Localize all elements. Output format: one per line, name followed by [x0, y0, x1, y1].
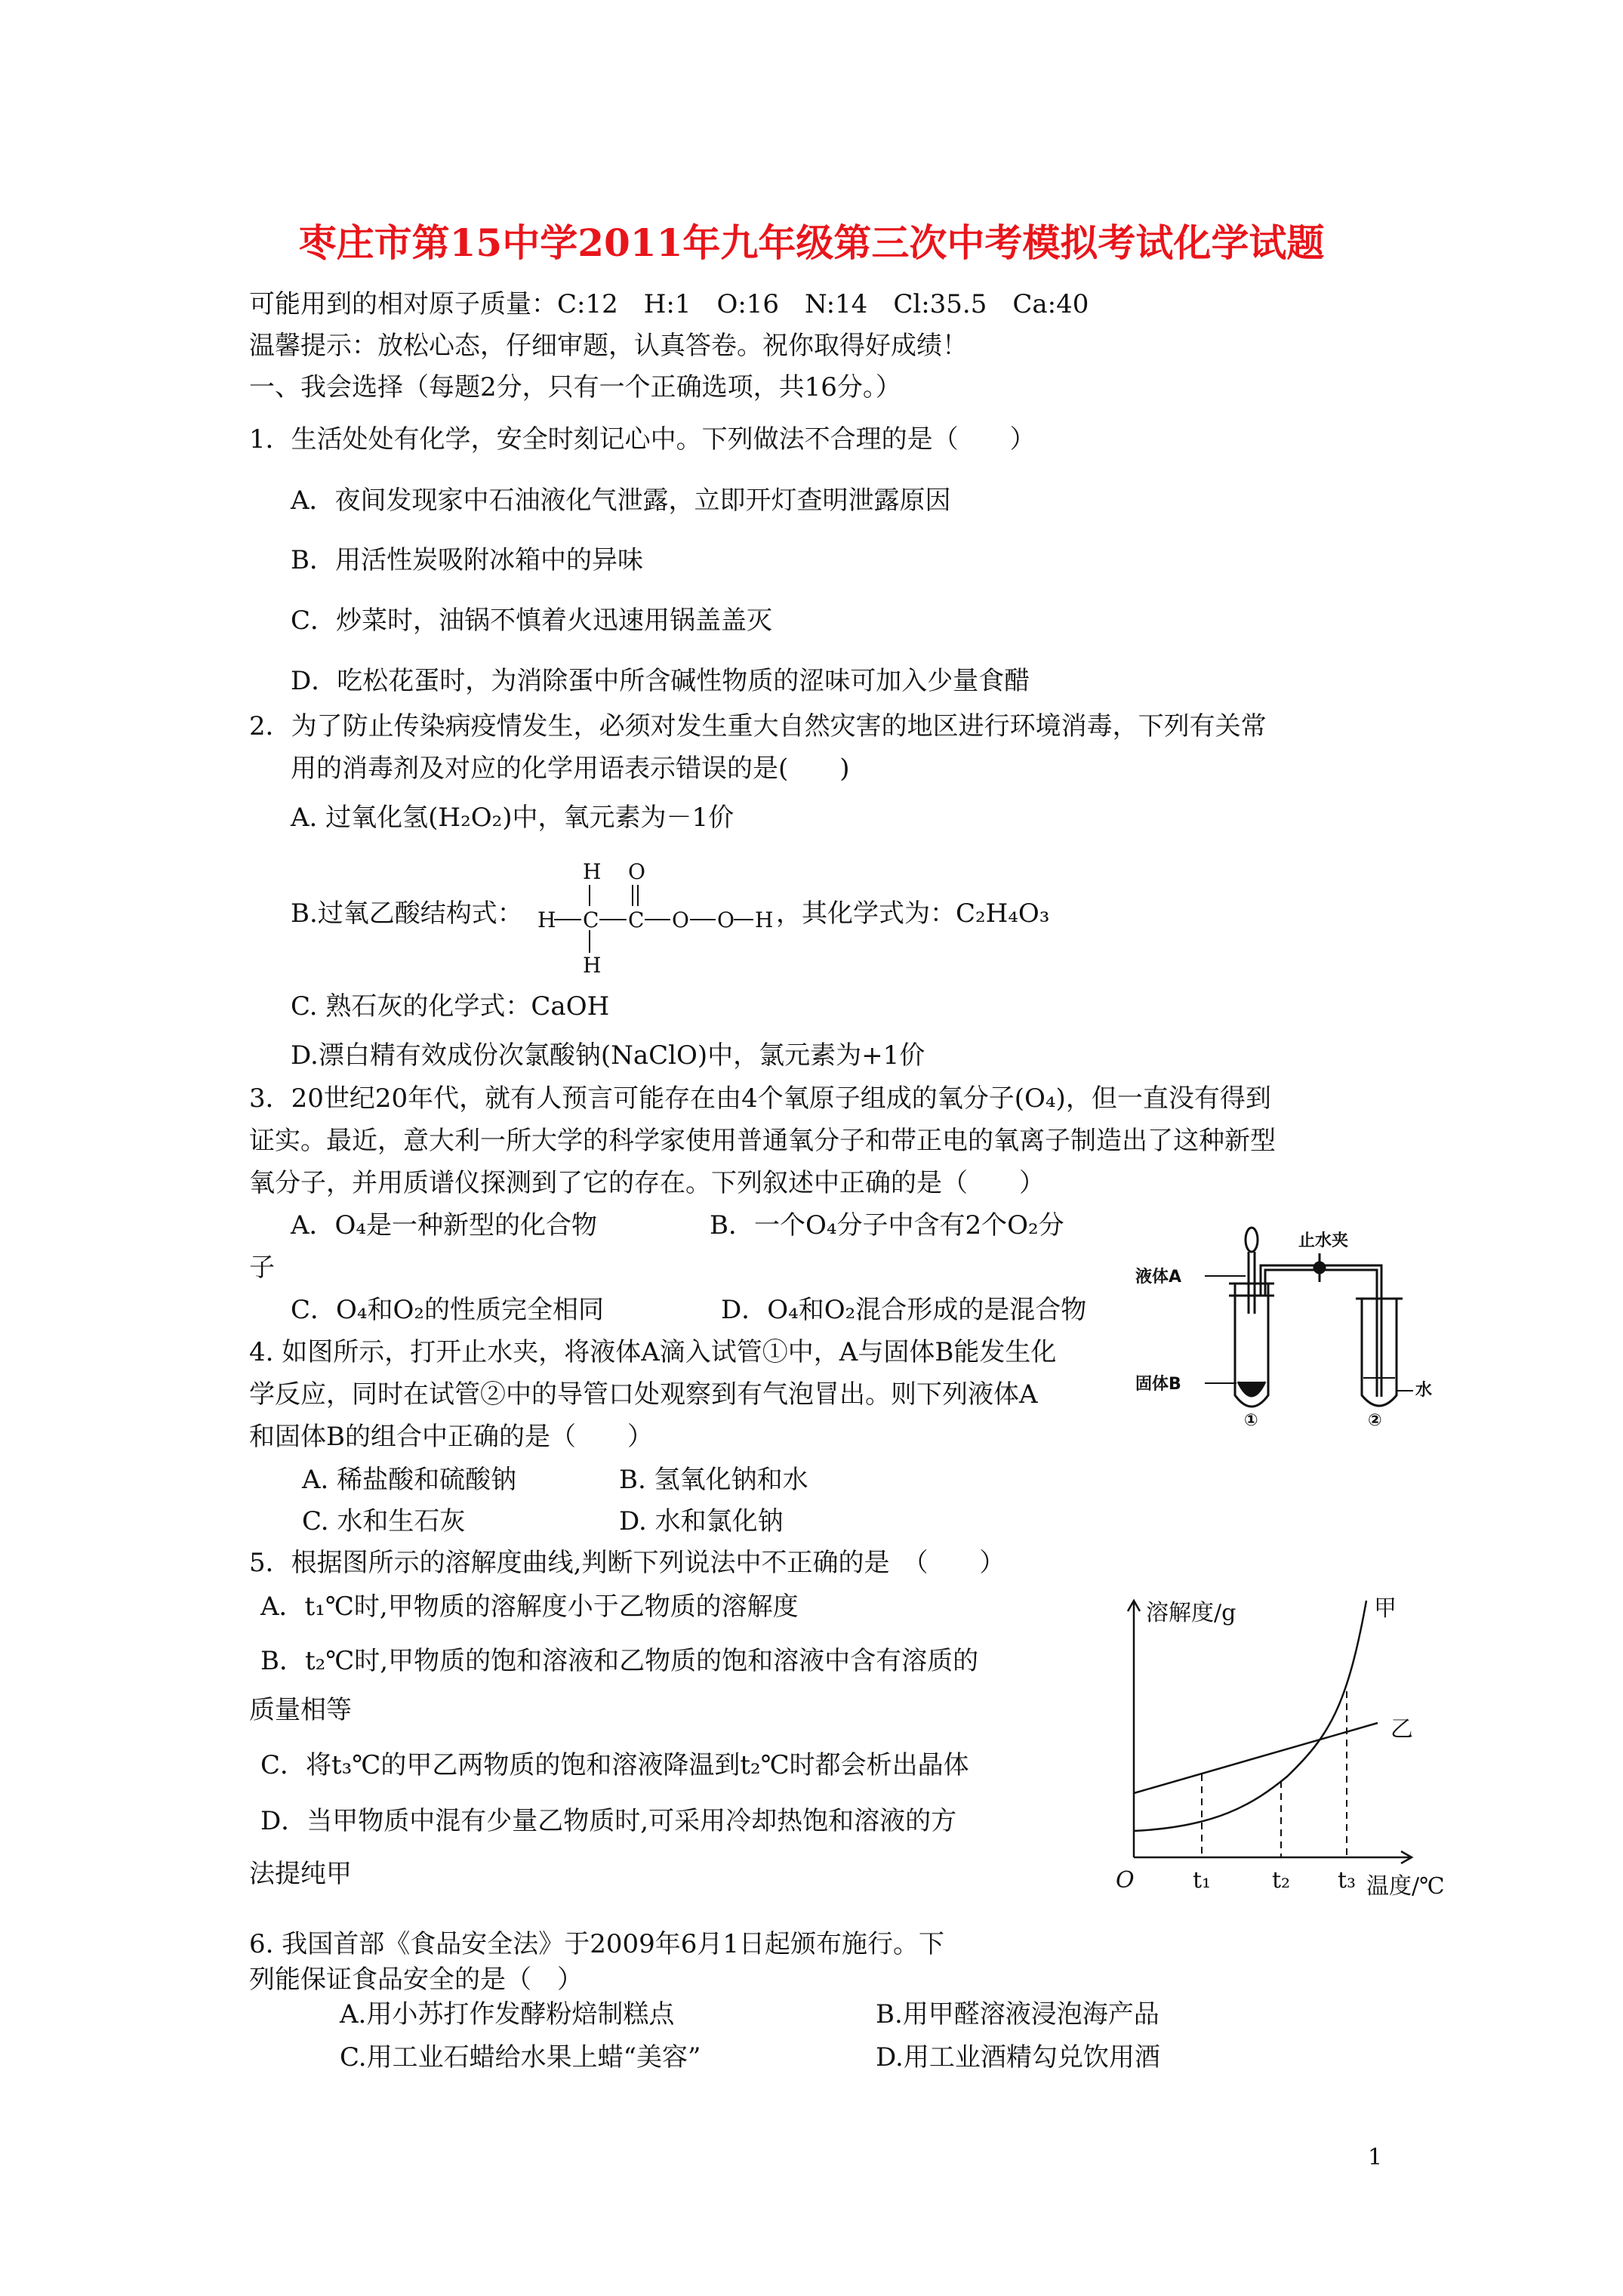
q1-option-a: A．夜间发现家中石油液化气泄露，立即开灯查明泄露原因 [291, 485, 951, 516]
series-yi-label: 乙 [1390, 1716, 1413, 1743]
q2-option-c: C. 熟石灰的化学式：CaOH [291, 991, 610, 1022]
y-axis-label: 溶解度/g [1146, 1600, 1236, 1626]
q6-line2: 列能保证食品安全的是（ ） [249, 1965, 583, 1995]
struct-h-top: H [583, 859, 602, 884]
q4-line3: 和固体B的组合中正确的是（ ） [249, 1422, 653, 1452]
q4-option-b: B. 氢氧化钠和水 [619, 1465, 808, 1495]
q5-option-b-line2: 质量相等 [249, 1695, 352, 1725]
q2-option-b-suffix: ，其化学式为：C₂H₄O₃ [776, 898, 1050, 929]
q3-option-b-cont: 子 [249, 1253, 275, 1283]
x-axis-label: 温度/℃ [1366, 1873, 1445, 1900]
q2-stem-line1: 2．为了防止传染病疫情发生，必须对发生重大自然灾害的地区进行环境消毒，下列有关常 [249, 711, 1267, 741]
struct-o-top: O [628, 859, 645, 884]
q4-option-a: A. 稀盐酸和硫酸钠 [302, 1465, 517, 1495]
q1-stem: 1．生活处处有化学，安全时刻记心中。下列做法不合理的是（ ） [249, 424, 1036, 455]
q6-option-d: D.用工业酒精勾兑饮用酒 [876, 2042, 1160, 2073]
water-label: 水 [1415, 1381, 1433, 1400]
q5-stem: 5．根据图所示的溶解度曲线,判断下列说法中不正确的是 （ ） [249, 1548, 1006, 1578]
section-heading: 一、我会选择（每题2分，只有一个正确选项，共16分。） [249, 372, 901, 402]
q6-option-c: C.用工业石蜡给水果上蜡“美容” [340, 2042, 701, 2073]
atomic-masses: 可能用到的相对原子质量：C:12 H:1 O:16 N:14 Cl:35.5 Ca:40 [249, 289, 1089, 319]
q5-option-c: C．将t₃℃的甲乙两物质的饱和溶液降温到t₂℃时都会析出晶体 [260, 1750, 969, 1780]
page-title: 枣庄市第15中学2011年九年级第三次中考模拟考试化学试题 [298, 220, 1325, 265]
liquid-a-label: 液体A [1135, 1268, 1182, 1287]
series-jia-label: 甲 [1374, 1595, 1397, 1622]
q5-option-b-line1: B．t₂℃时,甲物质的饱和溶液和乙物质的饱和溶液中含有溶质的 [260, 1646, 979, 1676]
peracetic-acid-structure [528, 852, 778, 980]
q2-stem-line2: 用的消毒剂及对应的化学用语表示错误的是( ) [291, 754, 850, 784]
tick-t3: t₃ [1338, 1867, 1357, 1894]
q3-line2: 证实。最近，意大利一所大学的科学家使用普通氧分子和带正电的氧离子制造出了这种新型 [249, 1126, 1276, 1156]
clamp-label: 止水夹 [1298, 1231, 1349, 1250]
struct-o-mid2: O [717, 908, 735, 932]
tube2-label: ② [1368, 1411, 1382, 1430]
q5-option-a: A．t₁℃时,甲物质的溶解度小于乙物质的溶解度 [260, 1592, 799, 1622]
solid-b-label: 固体B [1135, 1375, 1181, 1394]
solubility-chart [1102, 1586, 1464, 1910]
q3-option-b: B．一个O₄分子中含有2个O₂分 [710, 1210, 1064, 1240]
q3-line1: 3．20世纪20年代，就有人预言可能存在由4个氧原子组成的氧分子(O₄)，但一直没有得到 [249, 1083, 1271, 1114]
q4-line1: 4. 如图所示，打开止水夹，将液体A滴入试管①中，A与固体B能发生化 [249, 1337, 1057, 1367]
q2-option-d: D.漂白精有效成份次氯酸钠(NaClO)中，氯元素为+1价 [291, 1040, 925, 1071]
origin-label: O [1116, 1867, 1135, 1894]
apparatus-figure [1132, 1223, 1457, 1450]
q6-option-a: A.用小苏打作发酵粉焙制糕点 [340, 1999, 675, 2029]
tick-t1: t₁ [1193, 1867, 1212, 1894]
q2-option-b-prefix: B.过氧乙酸结构式： [291, 898, 523, 929]
q3-line3: 氧分子，并用质谱仪探测到了它的存在。下列叙述中正确的是（ ） [249, 1168, 1045, 1198]
q6-option-b: B.用甲醛溶液浸泡海产品 [876, 1999, 1160, 2029]
q2-option-a: A. 过氧化氢(H₂O₂)中，氧元素为－1价 [291, 803, 735, 833]
q3-option-c: C．O₄和O₂的性质完全相同 [291, 1295, 605, 1325]
svg-text:C: C [583, 908, 599, 932]
q4-option-d: D. 水和氯化钠 [619, 1506, 784, 1536]
struct-o-mid1: O [672, 908, 689, 932]
q3-option-a: A．O₄是一种新型的化合物 [291, 1210, 598, 1240]
q1-option-b: B．用活性炭吸附冰箱中的异味 [291, 545, 643, 575]
q4-option-c: C. 水和生石灰 [302, 1506, 466, 1536]
q1-option-d: D．吃松花蛋时，为消除蛋中所含碱性物质的涩味可加入少量食醋 [291, 666, 1030, 696]
q3-option-d: D．O₄和O₂混合形成的是混合物 [721, 1295, 1087, 1325]
tick-t2: t₂ [1272, 1867, 1291, 1894]
tube1-label: ① [1244, 1411, 1258, 1430]
q5-option-d-line2: 法提纯甲 [249, 1859, 352, 1889]
tip-text: 温馨提示：放松心态，仔细审题，认真答卷。祝你取得好成绩！ [249, 331, 968, 361]
q1-option-c: C．炒菜时，油锅不慎着火迅速用锅盖盖灭 [291, 606, 773, 636]
page-number: 1 [1368, 2144, 1383, 2171]
q6-line1: 6. 我国首部《食品安全法》于2009年6月1日起颁布施行。下 [249, 1929, 945, 1959]
q4-line2: 学反应，同时在试管②中的导管口处观察到有气泡冒出。则下列液体A [249, 1379, 1038, 1410]
struct-h-left: H [537, 908, 556, 932]
struct-h-bottom: H [583, 953, 602, 978]
svg-text:C: C [628, 908, 645, 932]
q5-option-d-line1: D．当甲物质中混有少量乙物质时,可采用冷却热饱和溶液的方 [260, 1806, 957, 1836]
struct-h-right: H [755, 908, 774, 932]
